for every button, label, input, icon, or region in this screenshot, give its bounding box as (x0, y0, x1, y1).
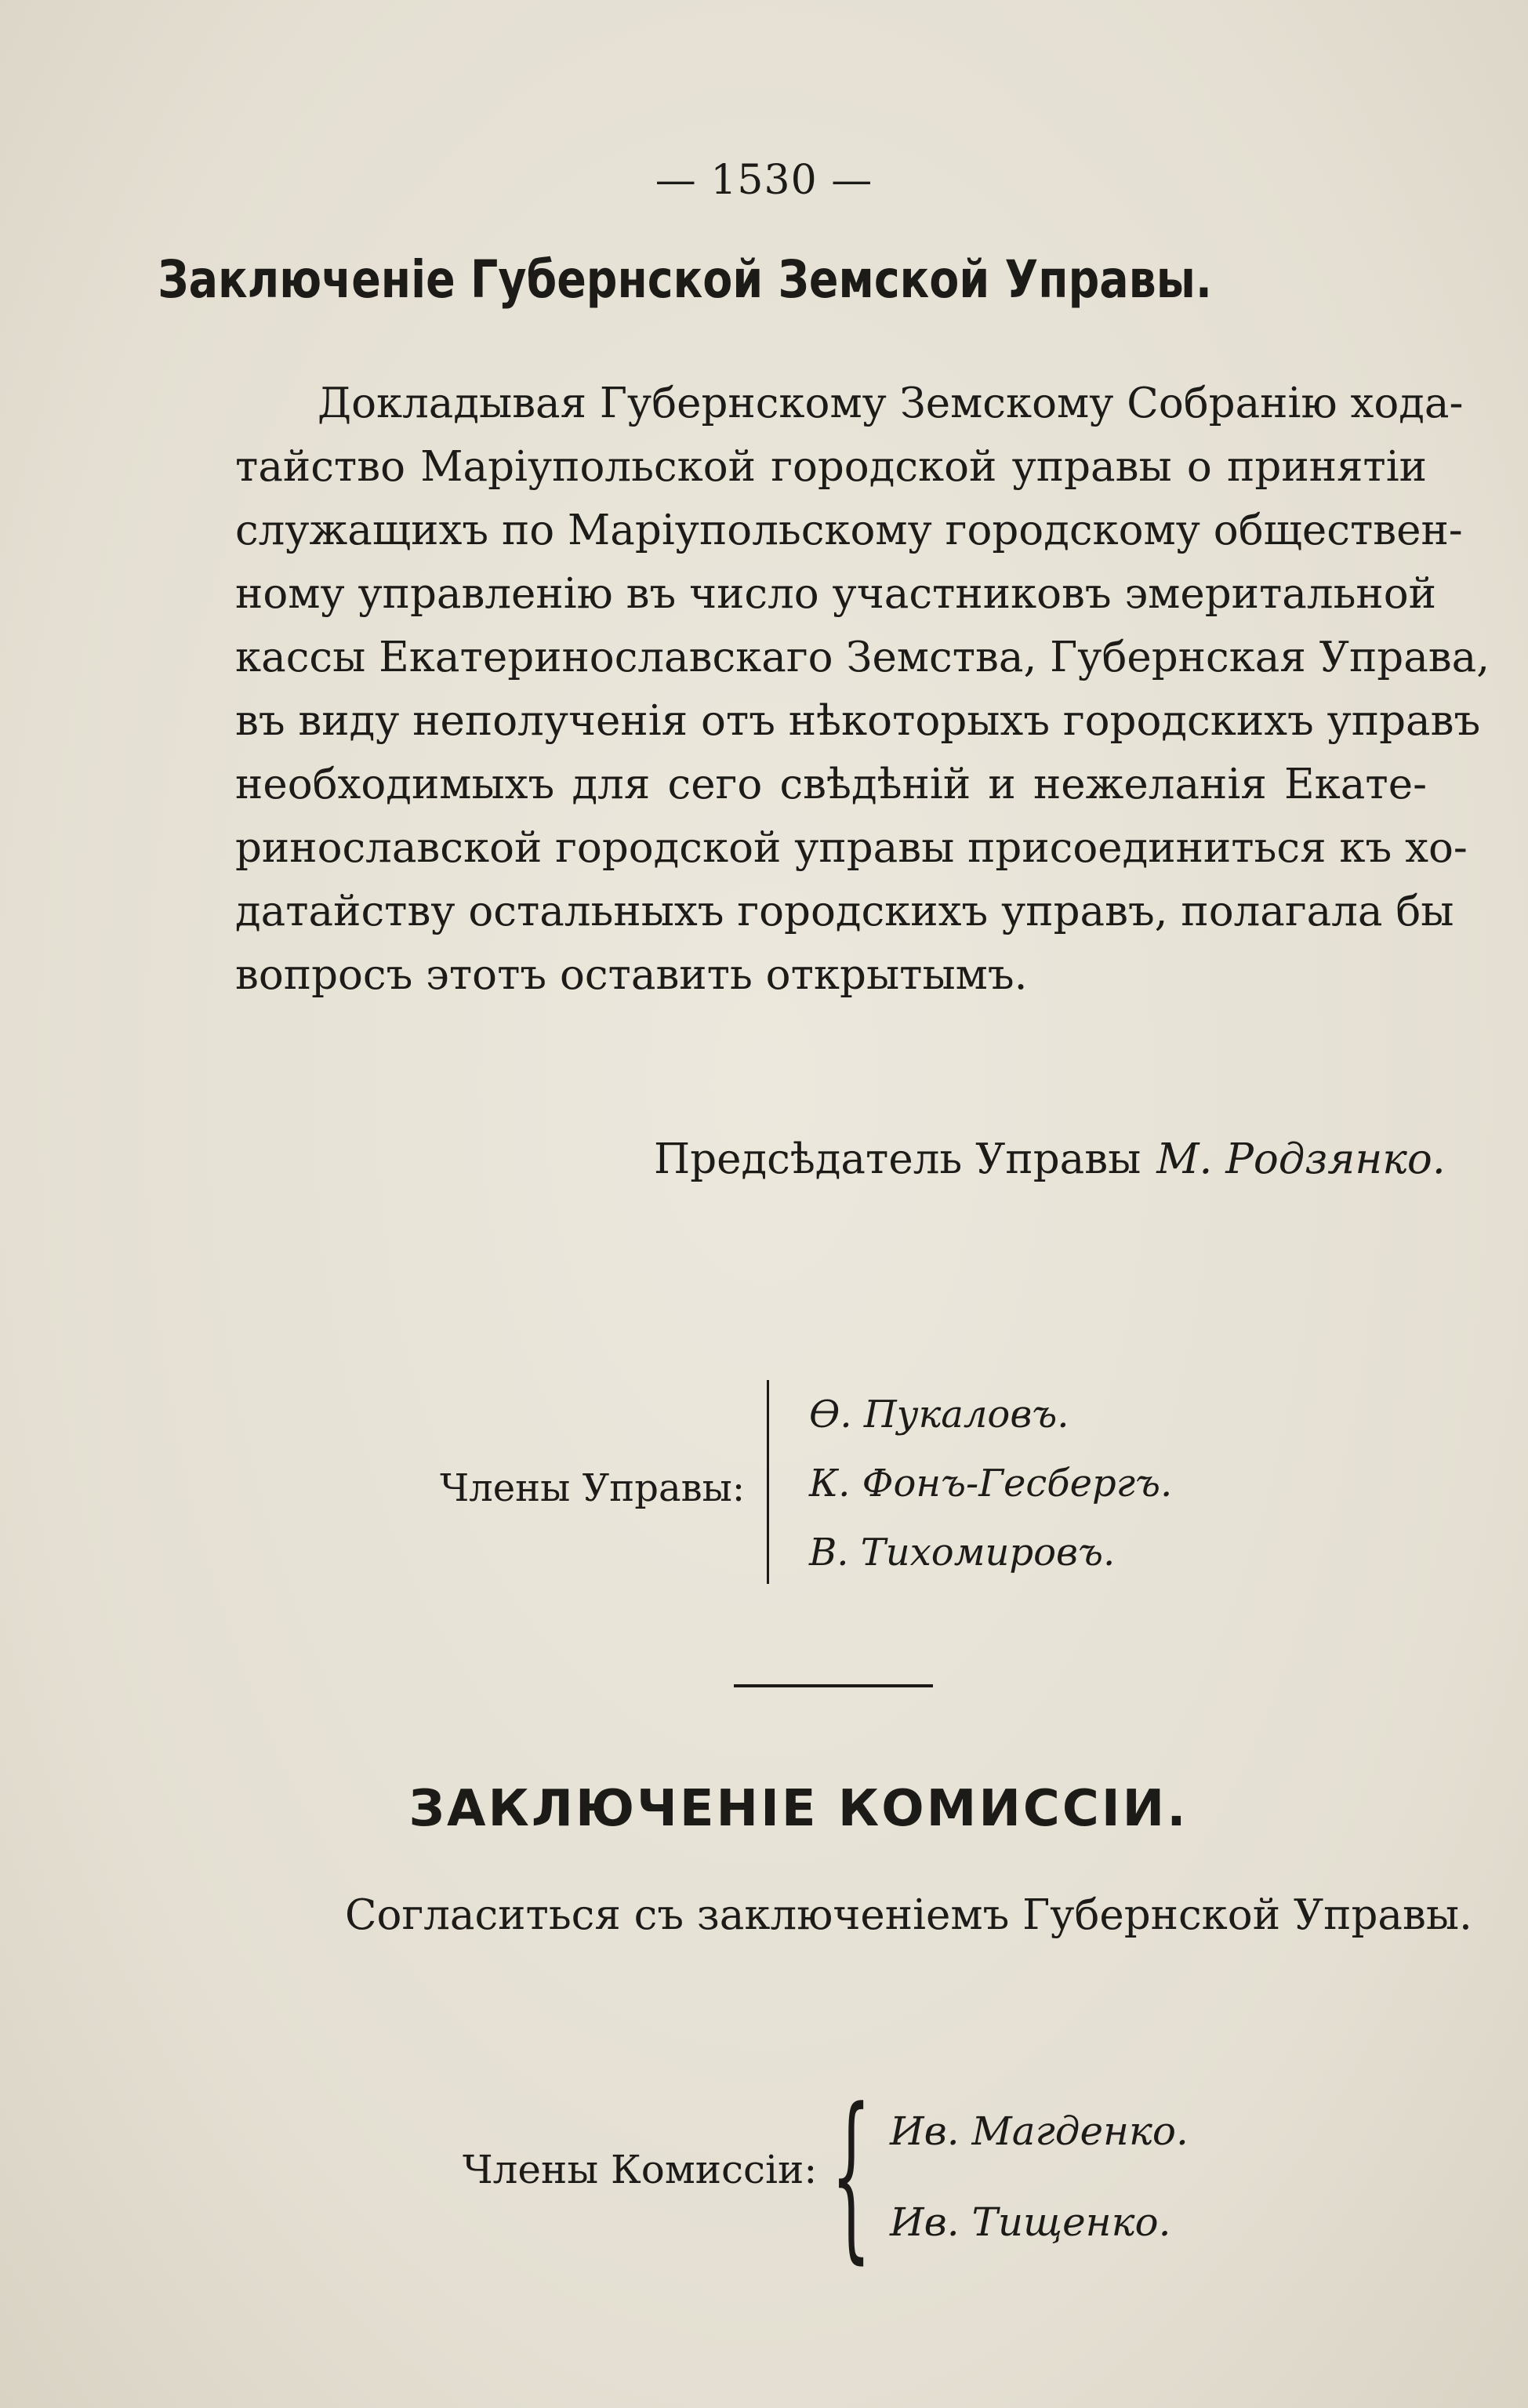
commission-members-block (463, 2071, 1247, 2280)
vertical-rule (767, 1380, 769, 1584)
board-member-name: В. Тихомировъ. (809, 1531, 1116, 1574)
chairman-signature (654, 1135, 1446, 1183)
commission-members-label: Члены Комиссiи: (463, 2147, 818, 2192)
board-member-name: Ѳ. Пукаловъ. (809, 1393, 1069, 1436)
page-number: — 1530 — (655, 157, 873, 204)
report-line: необходимыхъ для сего свѣдѣнiй и нежеланiя Екате- (235, 761, 1427, 808)
commission-member-name: Ив. Тищенко. (890, 2199, 1171, 2245)
board-members-list (809, 1380, 1172, 1587)
chairman-title: Предсѣдатель Управы (654, 1135, 1141, 1183)
board-members-block (439, 1380, 1380, 1592)
commission-members-list (890, 2086, 1189, 2268)
board-report-paragraph (235, 372, 1490, 1007)
chairman-name: М. Родзянко. (1156, 1135, 1446, 1183)
report-line: Докладывая Губернскому Земскому Собранiю хода- (318, 380, 1464, 427)
board-conclusion-heading: Заключенiе Губернской Земской Управы. (158, 249, 1212, 310)
commission-heading-text: ЗАКЛЮЧЕНIЕ КОМИССIИ. (408, 1780, 1189, 1838)
commission-conclusion-heading (0, 1780, 1528, 1838)
report-line: датайству остальныхъ городскихъ управъ, полагала бы (235, 888, 1454, 935)
report-line: тайство Марiупольской городской управы о принятiи (235, 443, 1427, 491)
section-divider (734, 1684, 933, 1687)
report-line: ному управленiю въ число участниковъ эмеритальной (235, 570, 1436, 618)
commission-conclusion-text: Согласиться съ заключенiемъ Губернской Управы. (345, 1891, 1472, 1939)
report-line: кассы Екатеринославскаго Земства, Губернская Управа, (235, 634, 1490, 681)
report-line: служащихъ по Марiупольскому городскому обществен- (235, 507, 1463, 554)
report-line: въ виду неполученiя отъ нѣкоторыхъ городскихъ управъ (235, 697, 1481, 745)
curly-brace: { (831, 2071, 872, 2280)
report-line: ринославской городской управы присоединиться къ хо- (235, 824, 1468, 872)
board-members-label: Члены Управы: (440, 1466, 745, 1510)
report-line: вопросъ этотъ оставить открытымъ. (235, 951, 1028, 999)
commission-member-name: Ив. Магденко. (890, 2108, 1189, 2154)
board-member-name: К. Фонъ-Гесбергъ. (809, 1462, 1173, 1505)
